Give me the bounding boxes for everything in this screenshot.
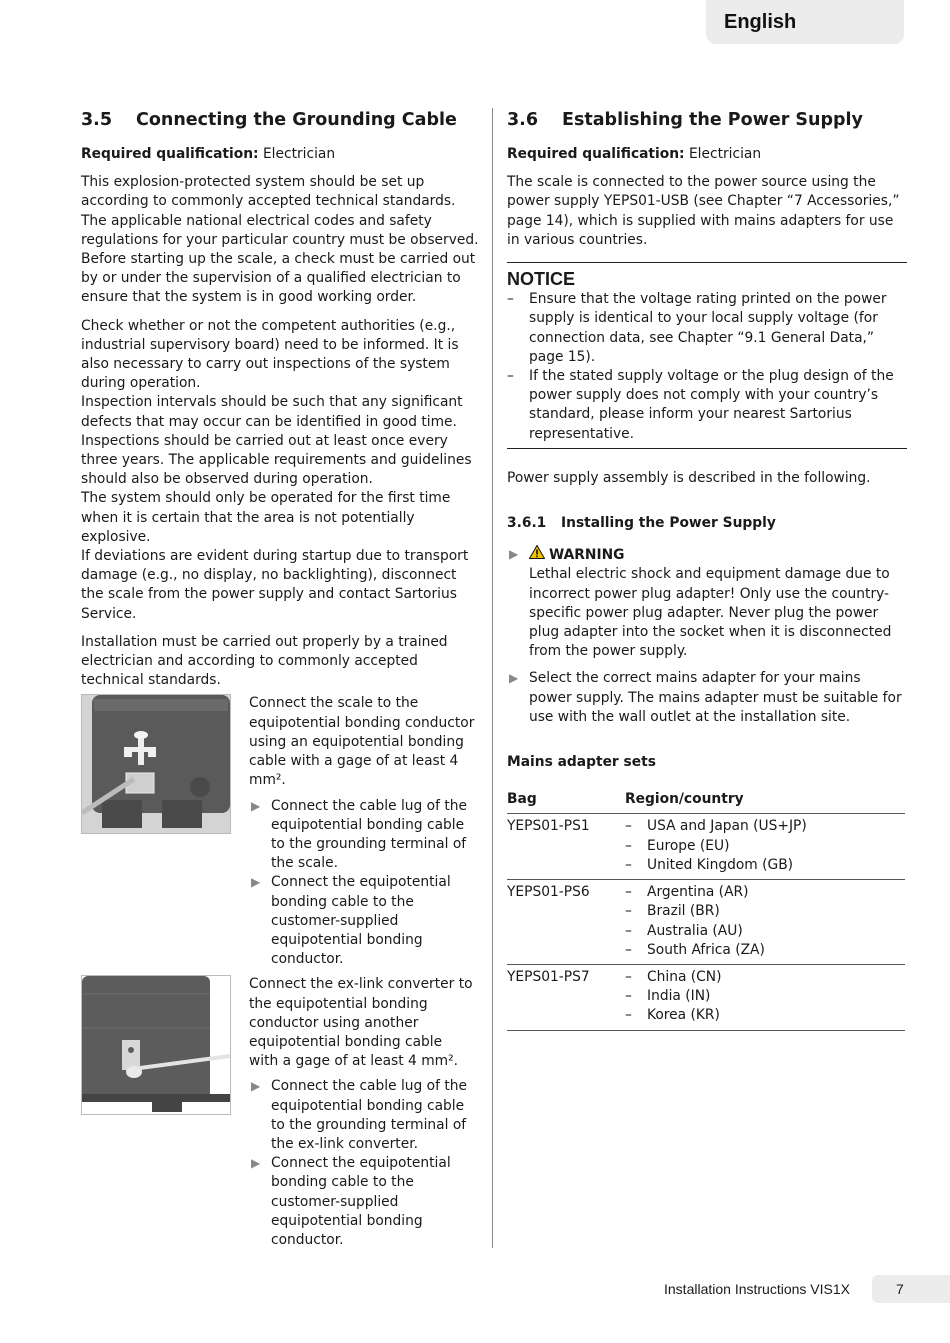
column-header: Bag xyxy=(507,784,625,814)
bag-cell: YEPS01-PS6 xyxy=(507,880,625,965)
table-row xyxy=(507,964,905,1030)
column-header: Region/country xyxy=(625,784,905,814)
subsection-number: 3.6.1 xyxy=(507,515,547,532)
region-cell xyxy=(625,814,905,880)
paragraph: Before starting up the scale, a check must be carried out by or under the supervision of a qualified electrician to ensure that the system is in good working order. xyxy=(81,251,476,306)
region-item: – South Africa (ZA) xyxy=(625,941,905,960)
paragraph: The scale is connected to the power source using the power supply YEPS01-USB (see Chapter “7 Accessories,” page 14), which is supplied with mains adapters for use in various countries. xyxy=(507,174,900,248)
qualification-label: Required qualification: xyxy=(81,146,259,162)
action-list xyxy=(249,797,475,970)
notice-item: – If the stated supply voltage or the plug design of the power supply does not comply with your country’s standard, please inform your nearest Sartorius representative. xyxy=(507,367,907,444)
mains-adapter-table xyxy=(507,784,905,1030)
warning-step xyxy=(507,545,907,661)
region-item: – USA and Japan (US+JP) xyxy=(625,817,905,836)
section-title: Connecting the Grounding Cable xyxy=(136,110,457,130)
instruction-intro: Connect the ex-link converter to the equipotential bonding conductor using another equipotential bonding cable with a gage of at least 4 mm². xyxy=(249,976,473,1070)
paragraph: The system should only be operated for the first time when it is certain that the area is not potentially explosive. xyxy=(81,490,451,545)
warning-text: Lethal electric shock and equipment damage due to incorrect power plug adapter! Only use the country-specific power plug adapter. Never plug the power plug adapter into the socket when it is disconnected from the power supply. xyxy=(529,566,892,660)
region-item: – United Kingdom (GB) xyxy=(625,856,905,875)
qualification-line xyxy=(507,145,907,164)
warning-triangle-icon xyxy=(529,545,545,565)
table-row xyxy=(507,814,905,880)
footer-document-title: Installation Instructions VIS1X xyxy=(664,1281,850,1297)
region-item: – Australia (AU) xyxy=(625,922,905,941)
subsection-heading-3-6-1 xyxy=(507,514,907,533)
qualification-line xyxy=(81,145,481,164)
table-title: Mains adapter sets xyxy=(507,754,656,771)
action-step: ▶ Connect the equipotential bonding cable to the customer-supplied equipotential bonding conductor. xyxy=(249,1154,475,1250)
action-list xyxy=(507,669,907,727)
notice-list xyxy=(507,290,907,444)
warning-header xyxy=(529,545,907,565)
figure-row-exlink xyxy=(81,975,481,1256)
action-step: ▶ Connect the cable lug of the equipotential bonding cable to the grounding terminal of the scale. xyxy=(249,797,475,874)
notice-box xyxy=(507,262,907,449)
paragraph: If deviations are evident during startup due to transport damage (e.g., no display, no backlighting), disconnect the scale from the power supply and contact Sartorius Service. xyxy=(81,548,469,622)
column-divider xyxy=(492,108,493,1248)
paragraph-block-1 xyxy=(81,173,481,307)
figure-text-scale xyxy=(249,694,475,975)
bag-cell: YEPS01-PS7 xyxy=(507,964,625,1030)
notice-title: NOTICE xyxy=(507,269,576,290)
paragraph: Power supply assembly is described in the following. xyxy=(507,469,871,486)
warning-label: ▶ WARNING xyxy=(549,546,625,563)
region-cell xyxy=(625,964,905,1030)
right-column xyxy=(507,108,907,1031)
left-column xyxy=(81,108,481,1256)
table-row xyxy=(507,880,905,965)
paragraph: Installation must be carried out properly by a trained electrician and according to commonly accepted technical standards. xyxy=(81,633,448,689)
bag-cell: YEPS01-PS1 xyxy=(507,814,625,880)
page-number: 7 xyxy=(872,1275,950,1303)
region-item: – Argentina (AR) xyxy=(625,883,905,902)
qualification-value: Electrician xyxy=(684,146,762,162)
notice-item: – Ensure that the voltage rating printed on the power supply is identical to your local supply voltage (for connection data, see Chapter “9.1 General Data,” page 15). xyxy=(507,290,907,367)
exlink-grounding-illustration xyxy=(81,975,231,1115)
region-item: – India (IN) xyxy=(625,987,905,1006)
section-heading-3-5 xyxy=(81,108,481,132)
section-number: 3.6 xyxy=(507,110,539,130)
instruction-intro: Connect the scale to the equipotential bonding conductor using an equipotential bonding cable with a gage of at least 4 mm². xyxy=(249,695,475,789)
region-cell xyxy=(625,880,905,965)
paragraph: Inspection intervals should be such that any significant defects that may occur can be identified in good time. Inspections should be carried out at least once every three years. The applicable requirements and guidelines should also be observed during operation. xyxy=(81,394,472,488)
paragraph: This explosion-protected system should be set up according to commonly accepted technical standards. The applicable national electrical codes and safety regulations for your particular country must be observed. xyxy=(81,174,479,248)
section-heading-3-6 xyxy=(507,108,907,132)
region-item: – China (CN) xyxy=(625,968,905,987)
section-title: Establishing the Power Supply xyxy=(562,110,863,130)
action-step: ▶ Connect the equipotential bonding cable to the customer-supplied equipotential bonding conductor. xyxy=(249,873,475,969)
region-item: – Europe (EU) xyxy=(625,837,905,856)
action-step: ▶ Connect the cable lug of the equipotential bonding cable to the grounding terminal of the ex-link converter. xyxy=(249,1077,475,1154)
subsection-title: Installing the Power Supply xyxy=(561,515,776,532)
scale-grounding-illustration xyxy=(81,694,231,834)
section-number: 3.5 xyxy=(81,110,113,130)
language-tab xyxy=(706,0,904,44)
warning-item xyxy=(507,545,907,661)
region-item: – Brazil (BR) xyxy=(625,902,905,921)
qualification-label: Required qualification: xyxy=(507,146,685,162)
figure-row-scale xyxy=(81,694,481,975)
language-label: English xyxy=(724,11,797,33)
figure-text-exlink xyxy=(249,975,475,1256)
action-list xyxy=(249,1077,475,1250)
paragraph: Check whether or not the competent authorities (e.g., industrial supervisory board) need to be informed. It is also necessary to carry out inspections of the system during operation. xyxy=(81,317,459,392)
qualification-value: Electrician xyxy=(258,146,336,162)
table-header-row xyxy=(507,784,905,814)
action-step: ▶ Select the correct mains adapter for your mains power supply. The mains adapter must be suitable for use with the wall outlet at the installation site. xyxy=(507,669,907,727)
region-item: – Korea (KR) xyxy=(625,1006,905,1025)
paragraph-block-2 xyxy=(81,317,481,624)
